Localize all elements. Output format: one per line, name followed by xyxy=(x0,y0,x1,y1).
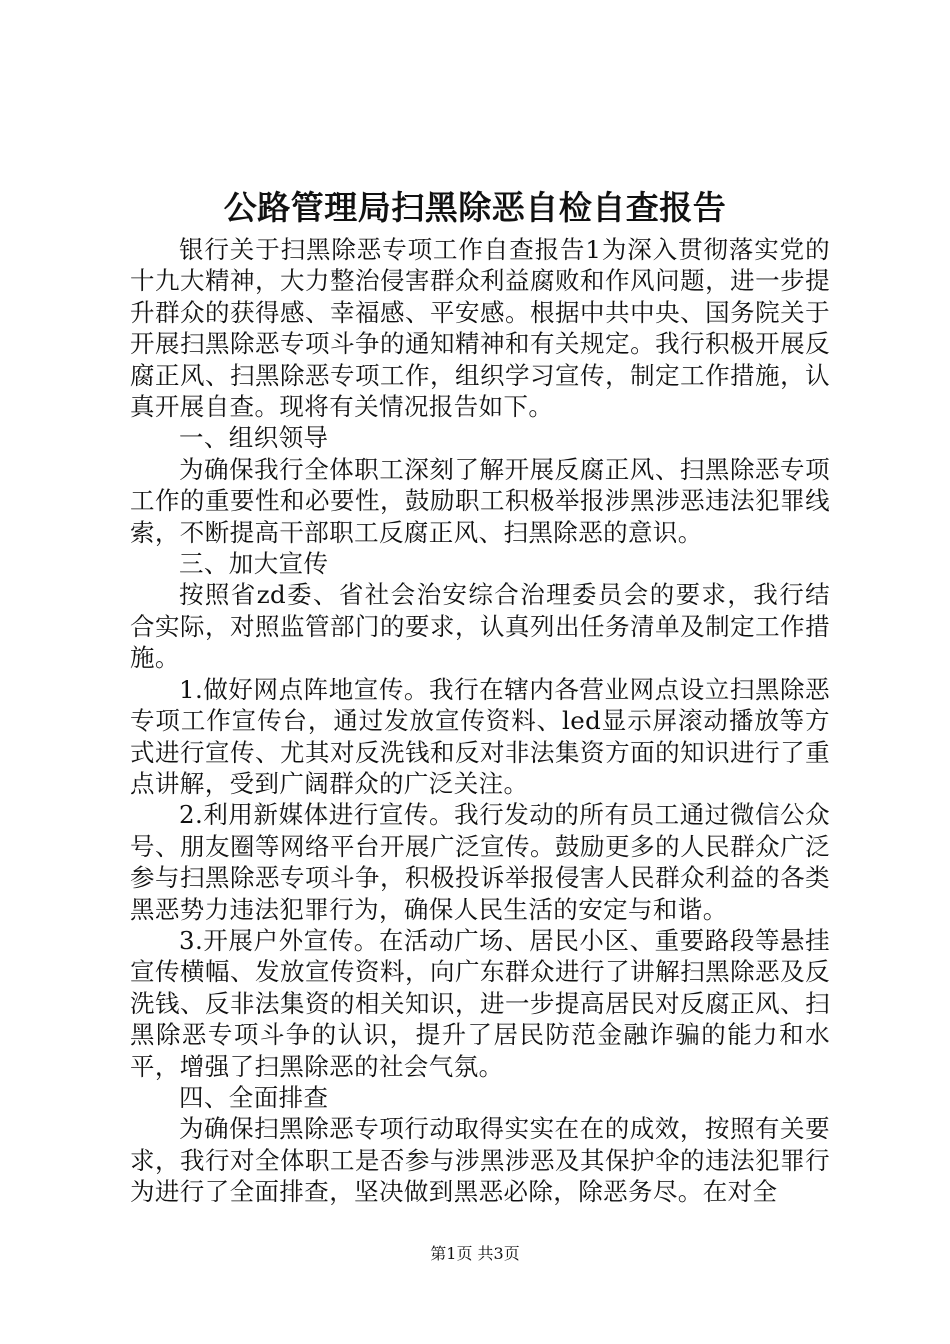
section-heading-inspection: 四、全面排查 xyxy=(179,1082,329,1112)
paragraph-item-1: 1.做好网点阵地宣传。我行在辖内各营业网点设立扫黑除恶专项工作宣传台，通过发放宣传资料、led显示屏滚动播放等方式进行宣传、尤其对反洗钱和反对非法集资方面的知识进行了重点讲解，受到广阔群众的广泛关注。 xyxy=(130,674,830,798)
paragraph-inspection: 为确保扫黑除恶专项行动取得实实在在的成效，按照有关要求，我行对全体职工是否参与涉黑涉恶及其保护伞的违法犯罪行为进行了全面排查，坚决做到黑恶必除，除恶务尽。在对全 xyxy=(130,1114,830,1207)
paragraph-item-2: 2.利用新媒体进行宣传。我行发动的所有员工通过微信公众号、朋友圈等网络平台开展广泛宣传。鼓励更多的人民群众广泛参与扫黑除恶专项斗争，积极投诉举报侵害人民群众利益的各类黑恶势力违法犯罪行为，确保人民生活的安定与和谐。 xyxy=(130,800,830,924)
document-title: 公路管理局扫黑除恶自检自查报告 xyxy=(223,188,727,227)
section-heading-organization: 一、组织领导 xyxy=(179,423,329,453)
paragraph-publicity: 按照省zd委、省社会治安综合治理委员会的要求，我行结合实际，对照监管部门的要求，认真列出任务清单及制定工作措施。 xyxy=(130,580,830,673)
paragraph-organization: 为确保我行全体职工深刻了解开展反腐正风、扫黑除恶专项工作的重要性和必要性，鼓励职工积极举报涉黑涉恶违法犯罪线索，不断提高干部职工反腐正风、扫黑除恶的意识。 xyxy=(130,454,830,547)
section-heading-publicity: 三、加大宣传 xyxy=(179,549,329,579)
paragraph-item-3: 3.开展户外宣传。在活动广场、居民小区、重要路段等悬挂宣传横幅、发放宣传资料，向广东群众进行了讲解扫黑除恶及反洗钱、反非法集资的相关知识，进一步提高居民对反腐正风、扫黑除恶专项斗争的认识，提升了居民防范金融诈骗的能力和水平，增强了扫黑除恶的社会气氛。 xyxy=(130,925,830,1081)
paragraph-intro: 银行关于扫黑除恶专项工作自查报告1为深入贯彻落实党的十九大精神，大力整治侵害群众利益腐败和作风问题，进一步提升群众的获得感、幸福感、平安感。根据中共中央、国务院关于开展扫黑除恶专项斗争的通知精神和有关规定。我行积极开展反腐正风、扫黑除恶专项工作，组织学习宣传，制定工作措施，认真开展自查。现将有关情况报告如下。 xyxy=(130,235,830,422)
page-footer: 第1页 共3页 xyxy=(430,1244,520,1263)
document-body xyxy=(130,234,830,1208)
